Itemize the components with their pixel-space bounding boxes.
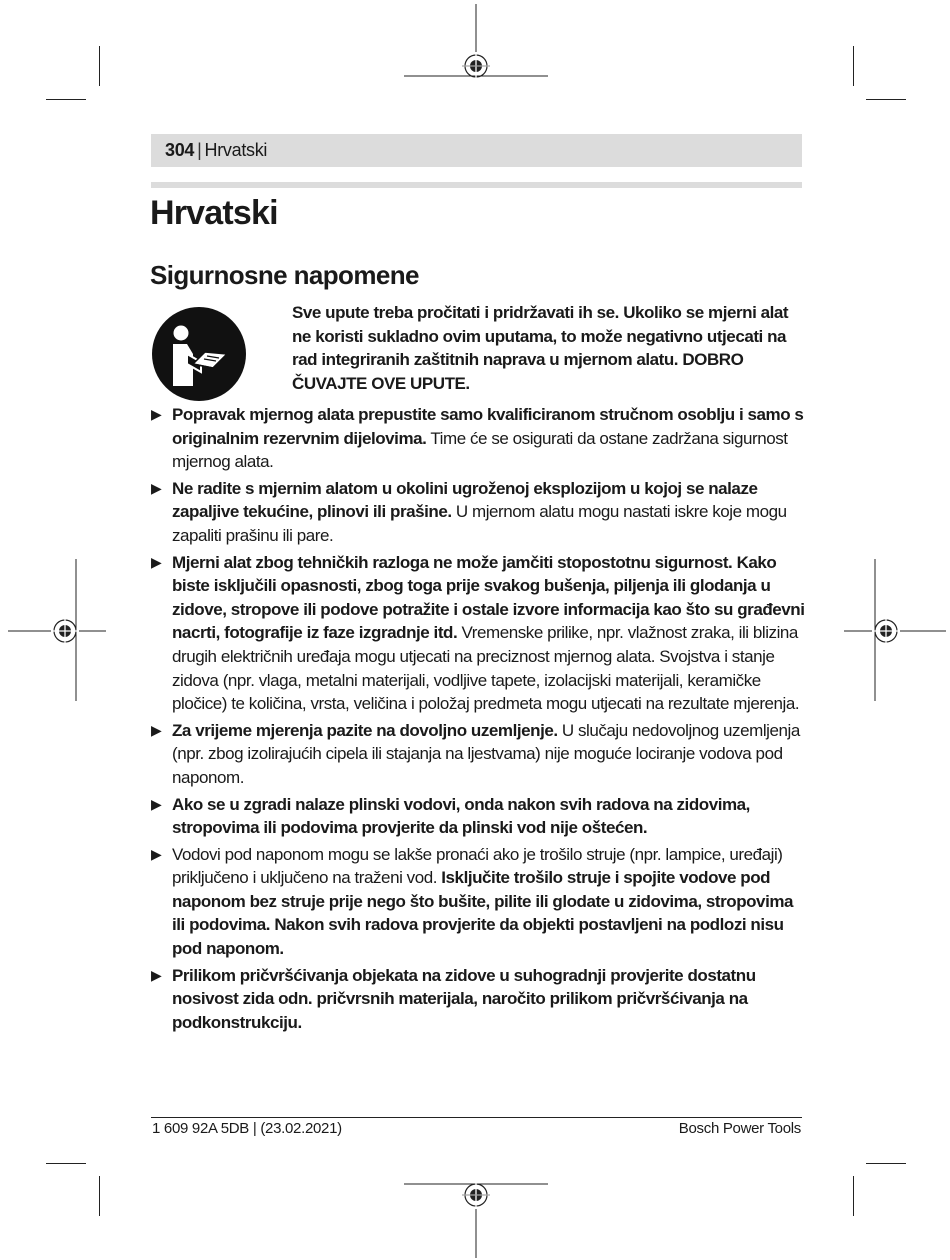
registration-mark-bottom bbox=[400, 1180, 550, 1260]
warning-lead-text: Vodovi pod naponom mogu se lakše pronaći ako je trošilo struje (npr. lampice, uređaji) priključeno i uključeno na traženi vod. bbox=[172, 844, 783, 888]
bullet-arrow-icon: ▶ bbox=[151, 721, 162, 738]
page-number: 304 bbox=[165, 140, 195, 160]
bullet-arrow-icon: ▶ bbox=[151, 479, 162, 496]
footer-rule bbox=[151, 1117, 802, 1118]
bullet-arrow-icon: ▶ bbox=[151, 553, 162, 570]
footer-doc-id: 1 609 92A 5DB | (23.02.2021) bbox=[152, 1120, 342, 1137]
warning-item bbox=[150, 551, 805, 716]
bullet-arrow-icon: ▶ bbox=[151, 845, 162, 862]
header-separator: | bbox=[197, 140, 202, 160]
warning-list bbox=[150, 403, 805, 1037]
crop-mark bbox=[46, 99, 86, 100]
header-rule bbox=[151, 182, 802, 188]
warning-item bbox=[150, 964, 805, 1035]
crop-mark bbox=[866, 99, 906, 100]
warning-item bbox=[150, 403, 805, 474]
crop-mark bbox=[99, 1176, 100, 1216]
warning-item bbox=[150, 793, 805, 840]
warning-bold: Mjerni alat zbog tehničkih razloga ne može jamčiti stopostotnu sigurnost. Kako biste isključili opasnosti, zbog toga prije svakog bušenja, piljenja ili glodanja u zidove, stropove ili podove potražite i ostale izvore informacija kao što su građevni nacrti, fotografije iz faze izgradnje itd. bbox=[172, 552, 805, 643]
page-header bbox=[151, 134, 802, 167]
bullet-arrow-icon: ▶ bbox=[151, 406, 162, 422]
warning-bold: Ako se u zgradi nalaze plinski vodovi, onda nakon svih radova na zidovima, stropovima ili podovima provjerite da plinski vod nije oštećen. bbox=[172, 794, 750, 838]
warning-bold: Ne radite s mjernim alatom u okolini ugroženoj eksplozijom u kojoj se nalaze zapaljive tekućine, plinovi ili prašine. bbox=[172, 478, 758, 522]
warning-item bbox=[150, 477, 805, 548]
warning-bold: Popravak mjernog alata prepustite samo kvalificiranom stručnom osoblju i samo s originalnim rezervnim dijelovima. bbox=[172, 405, 804, 448]
read-manual-icon bbox=[151, 306, 247, 402]
registration-mark-left bbox=[0, 555, 110, 705]
intro-text: Sve upute treba pročitati i pridržavati ih se. Ukoliko se mjerni alat ne koristi sukladno ovim uputama, to može negativno utjecati na rad integriranih zaštitnih naprava u mjernom alatu. DOBRO ČUVAJTE OVE UPUTE. bbox=[292, 303, 789, 393]
registration-mark-top bbox=[400, 0, 550, 80]
bullet-arrow-icon: ▶ bbox=[151, 795, 162, 812]
registration-mark-right bbox=[840, 555, 950, 705]
warning-item bbox=[150, 719, 805, 790]
bullet-arrow-icon: ▶ bbox=[151, 966, 162, 983]
crop-mark bbox=[853, 46, 854, 86]
warning-bold: Za vrijeme mjerenja pazite na dovoljno uzemljenje. bbox=[172, 720, 558, 740]
header-text bbox=[165, 134, 267, 167]
warning-text: U mjernom alatu mogu nastati iskre koje mogu zapaliti prašinu ili pare. bbox=[172, 502, 787, 545]
warning-text: U slučaju nedovoljnog uzemljenja (npr. zbog izolirajućih cipela ili stajanja na ljestvama) nije moguće lociranje vodova pod naponom. bbox=[172, 720, 800, 787]
crop-mark bbox=[853, 1176, 854, 1216]
page-title: Hrvatski bbox=[150, 194, 278, 232]
crop-mark bbox=[99, 46, 100, 86]
warning-bold: Prilikom pričvršćivanja objekata na zidove u suhogradnji provjerite dostatnu nosivost zida odn. pričvrsnih materijala, naročito prilikom pričvršćivanja na podkonstrukciju. bbox=[172, 965, 756, 1032]
section-title: Sigurnosne napomene bbox=[150, 260, 419, 290]
header-language: Hrvatski bbox=[204, 140, 268, 160]
warning-text: Time će se osigurati da ostane zadržana sigurnost mjernog alata. bbox=[172, 428, 788, 472]
warning-item bbox=[150, 843, 805, 961]
footer-brand: Bosch Power Tools bbox=[678, 1120, 801, 1137]
warning-text: Vremenske prilike, npr. vlažnost zraka, ili blizina drugih električnih uređaja mogu utjecati na preciznost mjernog alata. Svojstva i stanje zidova (npr. vlaga, metalni materijali, vodljive tapete, izolacijski materijali, keramičke pločice) te količina, vrsta, veličina i položaj predmeta mogu utjecati na rezultate mjerenja. bbox=[172, 623, 800, 714]
crop-mark bbox=[866, 1163, 906, 1164]
warning-bold: Isključite trošilo struje i spojite vodove pod naponom bez struje prije nego što bušite, pilite ili glodate u zidovima, stropovima ili podovima. Nakon svih radova provjerite da objekti postavljeni na podlozi nisu pod naponom. bbox=[172, 868, 794, 959]
crop-mark bbox=[46, 1163, 86, 1164]
